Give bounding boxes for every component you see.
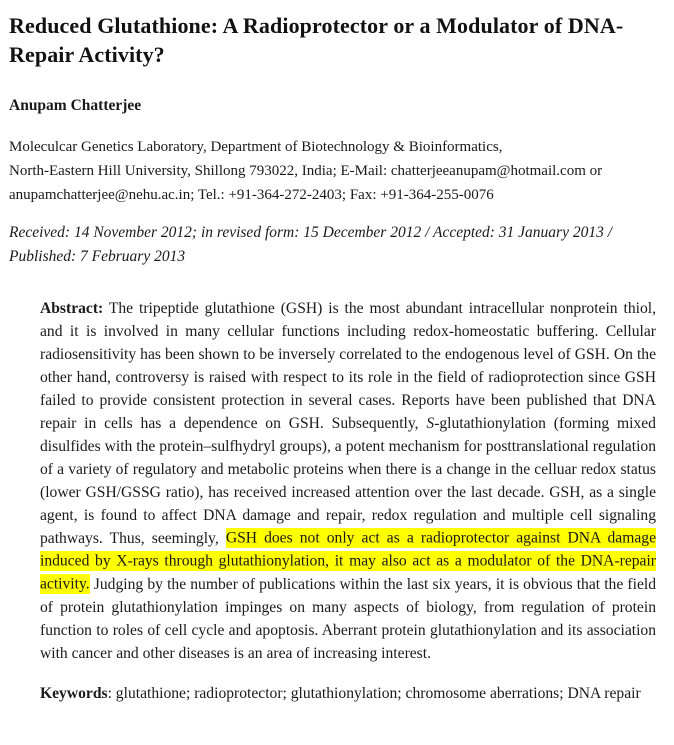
- abstract-label: Abstract:: [40, 299, 104, 317]
- keywords-paragraph: [40, 682, 656, 705]
- author-name: Anupam Chatterjee: [9, 96, 142, 114]
- abstract-text-mid: -glutathionylation (forming mixed disulfides with the protein–sulfhydryl groups), a potent mechanism for posttranslational regulation of a variety of regulatory and metabolic proteins when there is a change in the celluar redox status (lower GSH/GSSG ratio), has received increased attention over the last decade. GSH, as a single agent, is found to affect DNA damage and repair, redox regulation and multiple cell signaling pathways. Thus, seemingly,: [40, 414, 656, 547]
- keywords-text: : glutathione; radioprotector; glutathionylation; chromosome aberrations; DNA repair: [107, 684, 641, 702]
- highlighted-text: GSH does not only act as a radioprotector against DNA damage induced by X-rays through glutathionylation, it may also act as a modulator of the DNA-repair activity.: [40, 529, 656, 593]
- abstract-italic-s: S: [426, 414, 435, 432]
- affiliation-line-2: North-Eastern Hill University, Shillong 793022, India; E-Mail: chatterjeeanupam@hotmail.com or: [9, 162, 603, 179]
- abstract-text-intro: The tripeptide glutathione (GSH) is the most abundant intracellular nonprotein thiol, and it is involved in many cellular functions including redox-homeostatic buffering. Cellular radiosensitivity has been shown to be inversely correlated to the endogenous level of GSH. On the other hand, controversy is raised with respect to its role in the field of radioprotection since GSH failed to provide consistent protection in several cases. Reports have been published that DNA repair in cells has a dependence on GSH. Subsequently,: [40, 299, 656, 432]
- article-title: Reduced Glutathione: A Radioprotector or a Modulator of DNA-Repair Activity?: [9, 13, 624, 68]
- article-history: [9, 221, 656, 269]
- keywords-label: Keywords: [40, 684, 108, 702]
- history-line-1: Received: 14 November 2012; in revised form: 15 December 2012 / Accepted: 31 January 2013 /: [9, 223, 613, 241]
- affiliation-line-3: anupamchatterjee@nehu.ac.in; Tel.: +91-364-272-2403; Fax: +91-364-255-0076: [9, 186, 494, 203]
- abstract-text-end: Judging by the number of publications within the last six years, it is obvious that the field of protein glutathionylation impinges on many aspects of biology, from regulation of protein function to roles of cell cycle and apoptosis. Aberrant protein glutathionylation and its association with cancer and other diseases is an area of increasing interest.: [40, 575, 656, 662]
- affiliation: [9, 135, 656, 207]
- abstract-section: [40, 297, 656, 705]
- affiliation-line-1: Moleculcar Genetics Laboratory, Department of Biotechnology & Bioinformatics,: [9, 138, 503, 155]
- abstract-paragraph: [40, 297, 656, 665]
- history-line-2: Published: 7 February 2013: [9, 247, 186, 265]
